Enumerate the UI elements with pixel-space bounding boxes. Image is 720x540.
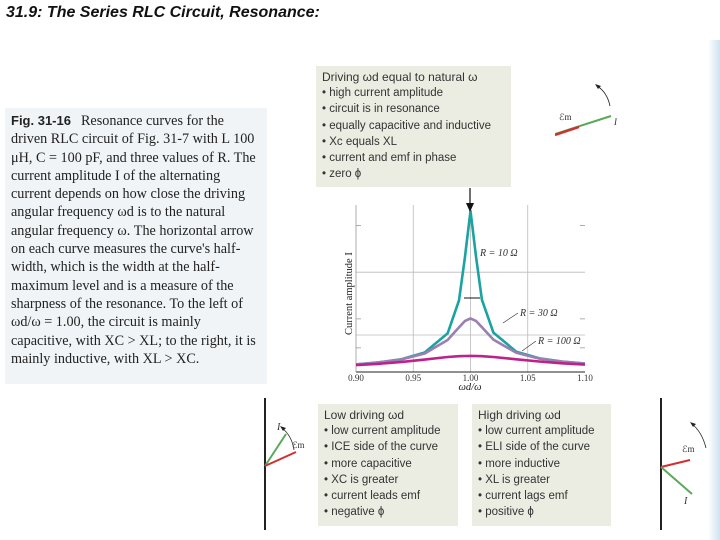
figure-caption — [5, 108, 267, 384]
box-heading: High driving ωd — [478, 408, 561, 422]
emf-phasor — [661, 460, 690, 467]
low-driving-box — [318, 404, 458, 526]
resonance-info-box — [316, 66, 511, 187]
phasor-diagram-resonance — [555, 78, 625, 138]
x-tick-label: 1.00 — [462, 373, 479, 383]
series-label-r30: R = 30 Ω — [520, 308, 558, 319]
emf-label: ℰm — [559, 112, 572, 122]
current-phasor — [661, 467, 692, 494]
phasor-diagram-high — [660, 412, 710, 507]
box-heading: Low driving ωd — [324, 408, 405, 422]
box-item: • current leads emf — [324, 490, 421, 503]
y-axis-label: Current amplitude I — [344, 252, 355, 335]
x-tick-label: 0.95 — [405, 373, 422, 383]
current-label: I — [614, 117, 617, 127]
box-item: • high current amplitude — [322, 87, 444, 100]
emf-phasor — [555, 127, 579, 135]
series-label-r10: R = 10 Ω — [480, 248, 518, 259]
x-tick-label: 1.05 — [519, 373, 536, 383]
box-item: • current lags emf — [478, 490, 568, 503]
box-item: • negative ϕ — [324, 506, 385, 519]
x-tick-label: 1.10 — [577, 373, 593, 383]
box-item: • more capacitive — [324, 457, 412, 470]
box-item: • low current amplitude — [478, 425, 595, 438]
phasor-diagram-low — [264, 412, 314, 472]
box-item: • positive ϕ — [478, 506, 534, 519]
emf-label: ℰm — [682, 444, 695, 454]
current-label: I — [277, 422, 281, 433]
rotation-arrow-icon — [597, 86, 610, 106]
box-item: • Xc equals XL — [322, 135, 397, 148]
box-item: • low current amplitude — [324, 425, 441, 438]
box-item: • more inductive — [478, 457, 561, 470]
x-tick-label: 0.90 — [348, 373, 364, 383]
caption-text: Resonance curves for the driven RLC circuit of Fig. 31-7 with L 100 μH, C = 100 pF, and three values of R. The current amplitude I of the alternating current depends on how close the driving angular frequency ωd is to the natural angular frequency ω. The horizontal arrow on each curve measures the curve's half-width, which is the width at the half-maximum level and is a measure of the sharpness of the resonance. To the left of ωd/ω = 1.00, the circuit is mainly capacitive, with XC > XL; to the right, it is mainly inductive, with XL > XC. — [11, 113, 256, 367]
box-item: • ELI side of the curve — [478, 441, 591, 454]
resonance-chart — [330, 185, 610, 395]
emf-label: ℰm — [292, 440, 305, 450]
resonance-pointer-arrowhead-icon — [466, 203, 474, 212]
box-heading: Driving ωd equal to natural ω — [322, 70, 478, 84]
high-driving-box — [472, 404, 611, 526]
box-item: • ICE side of the curve — [324, 441, 438, 454]
box-item: • current and emf in phase — [322, 152, 457, 165]
label-leader-r30 — [503, 313, 518, 323]
x-axis-label: ωd/ω — [458, 382, 482, 393]
slide-title: 31.9: The Series RLC Circuit, Resonance: — [6, 4, 320, 21]
figure-label: Fig. 31-16 — [11, 113, 71, 128]
current-label: I — [684, 496, 688, 507]
box-item: • equally capacitive and inductive — [322, 119, 491, 132]
box-item: • zero ϕ — [322, 168, 362, 181]
box-item: • XL is greater — [478, 473, 550, 486]
box-item: • circuit is in resonance — [322, 103, 440, 116]
box-item: • XC is greater — [324, 473, 399, 486]
label-leader-r100 — [522, 341, 536, 351]
series-label-r100: R = 100 Ω — [538, 336, 581, 347]
